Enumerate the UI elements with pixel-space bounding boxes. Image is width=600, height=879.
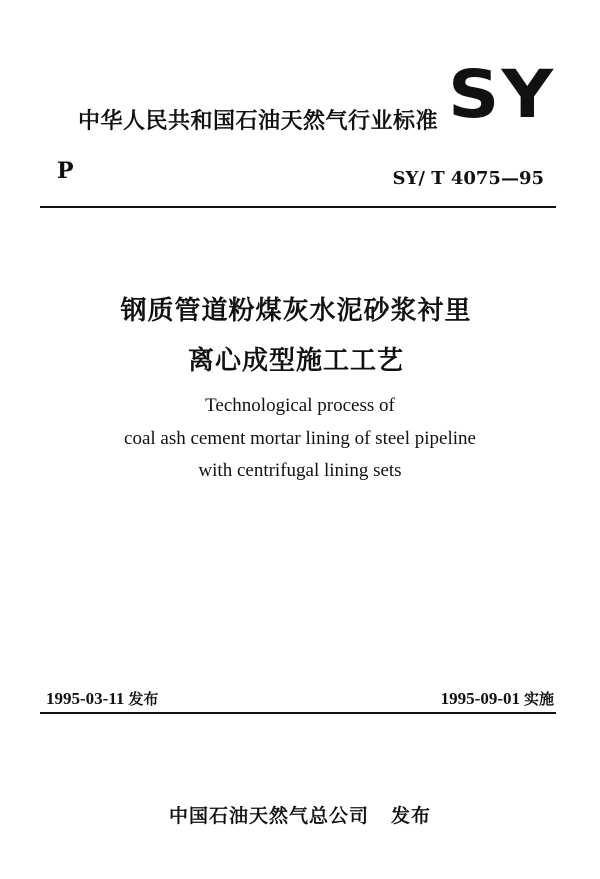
issue-label: 发布 [128,690,159,708]
bottom-divider [40,712,556,714]
issue-date-block [46,688,158,709]
title-en-line-1: Technological process of [205,395,395,416]
title-en-line-3: with centrifugal lining sets [198,460,402,481]
implement-date-block [441,688,554,709]
standard-number: SY/ T 4075—95 [392,168,544,189]
title-cn-line-2: 离心成型施工工艺 [187,346,404,376]
title-en-line-2: coal ash cement mortar lining of steel pipeline [124,428,476,449]
implement-date: 1995-09-01 [440,689,520,708]
publisher-action: 发布 [391,805,432,827]
top-divider [40,206,556,208]
sy-logo: SY [448,56,556,133]
publisher-line [0,801,600,828]
publisher-name: 中国石油天然气总公司 [168,805,369,827]
implement-label: 实施 [523,690,554,708]
standard-title: 中华人民共和国石油天然气行业标准 [78,109,439,134]
issue-date: 1995-03-11 [46,689,125,708]
category-code: P [57,158,74,184]
title-cn-line-1: 钢质管道粉煤灰水泥砂浆衬里 [120,296,472,326]
